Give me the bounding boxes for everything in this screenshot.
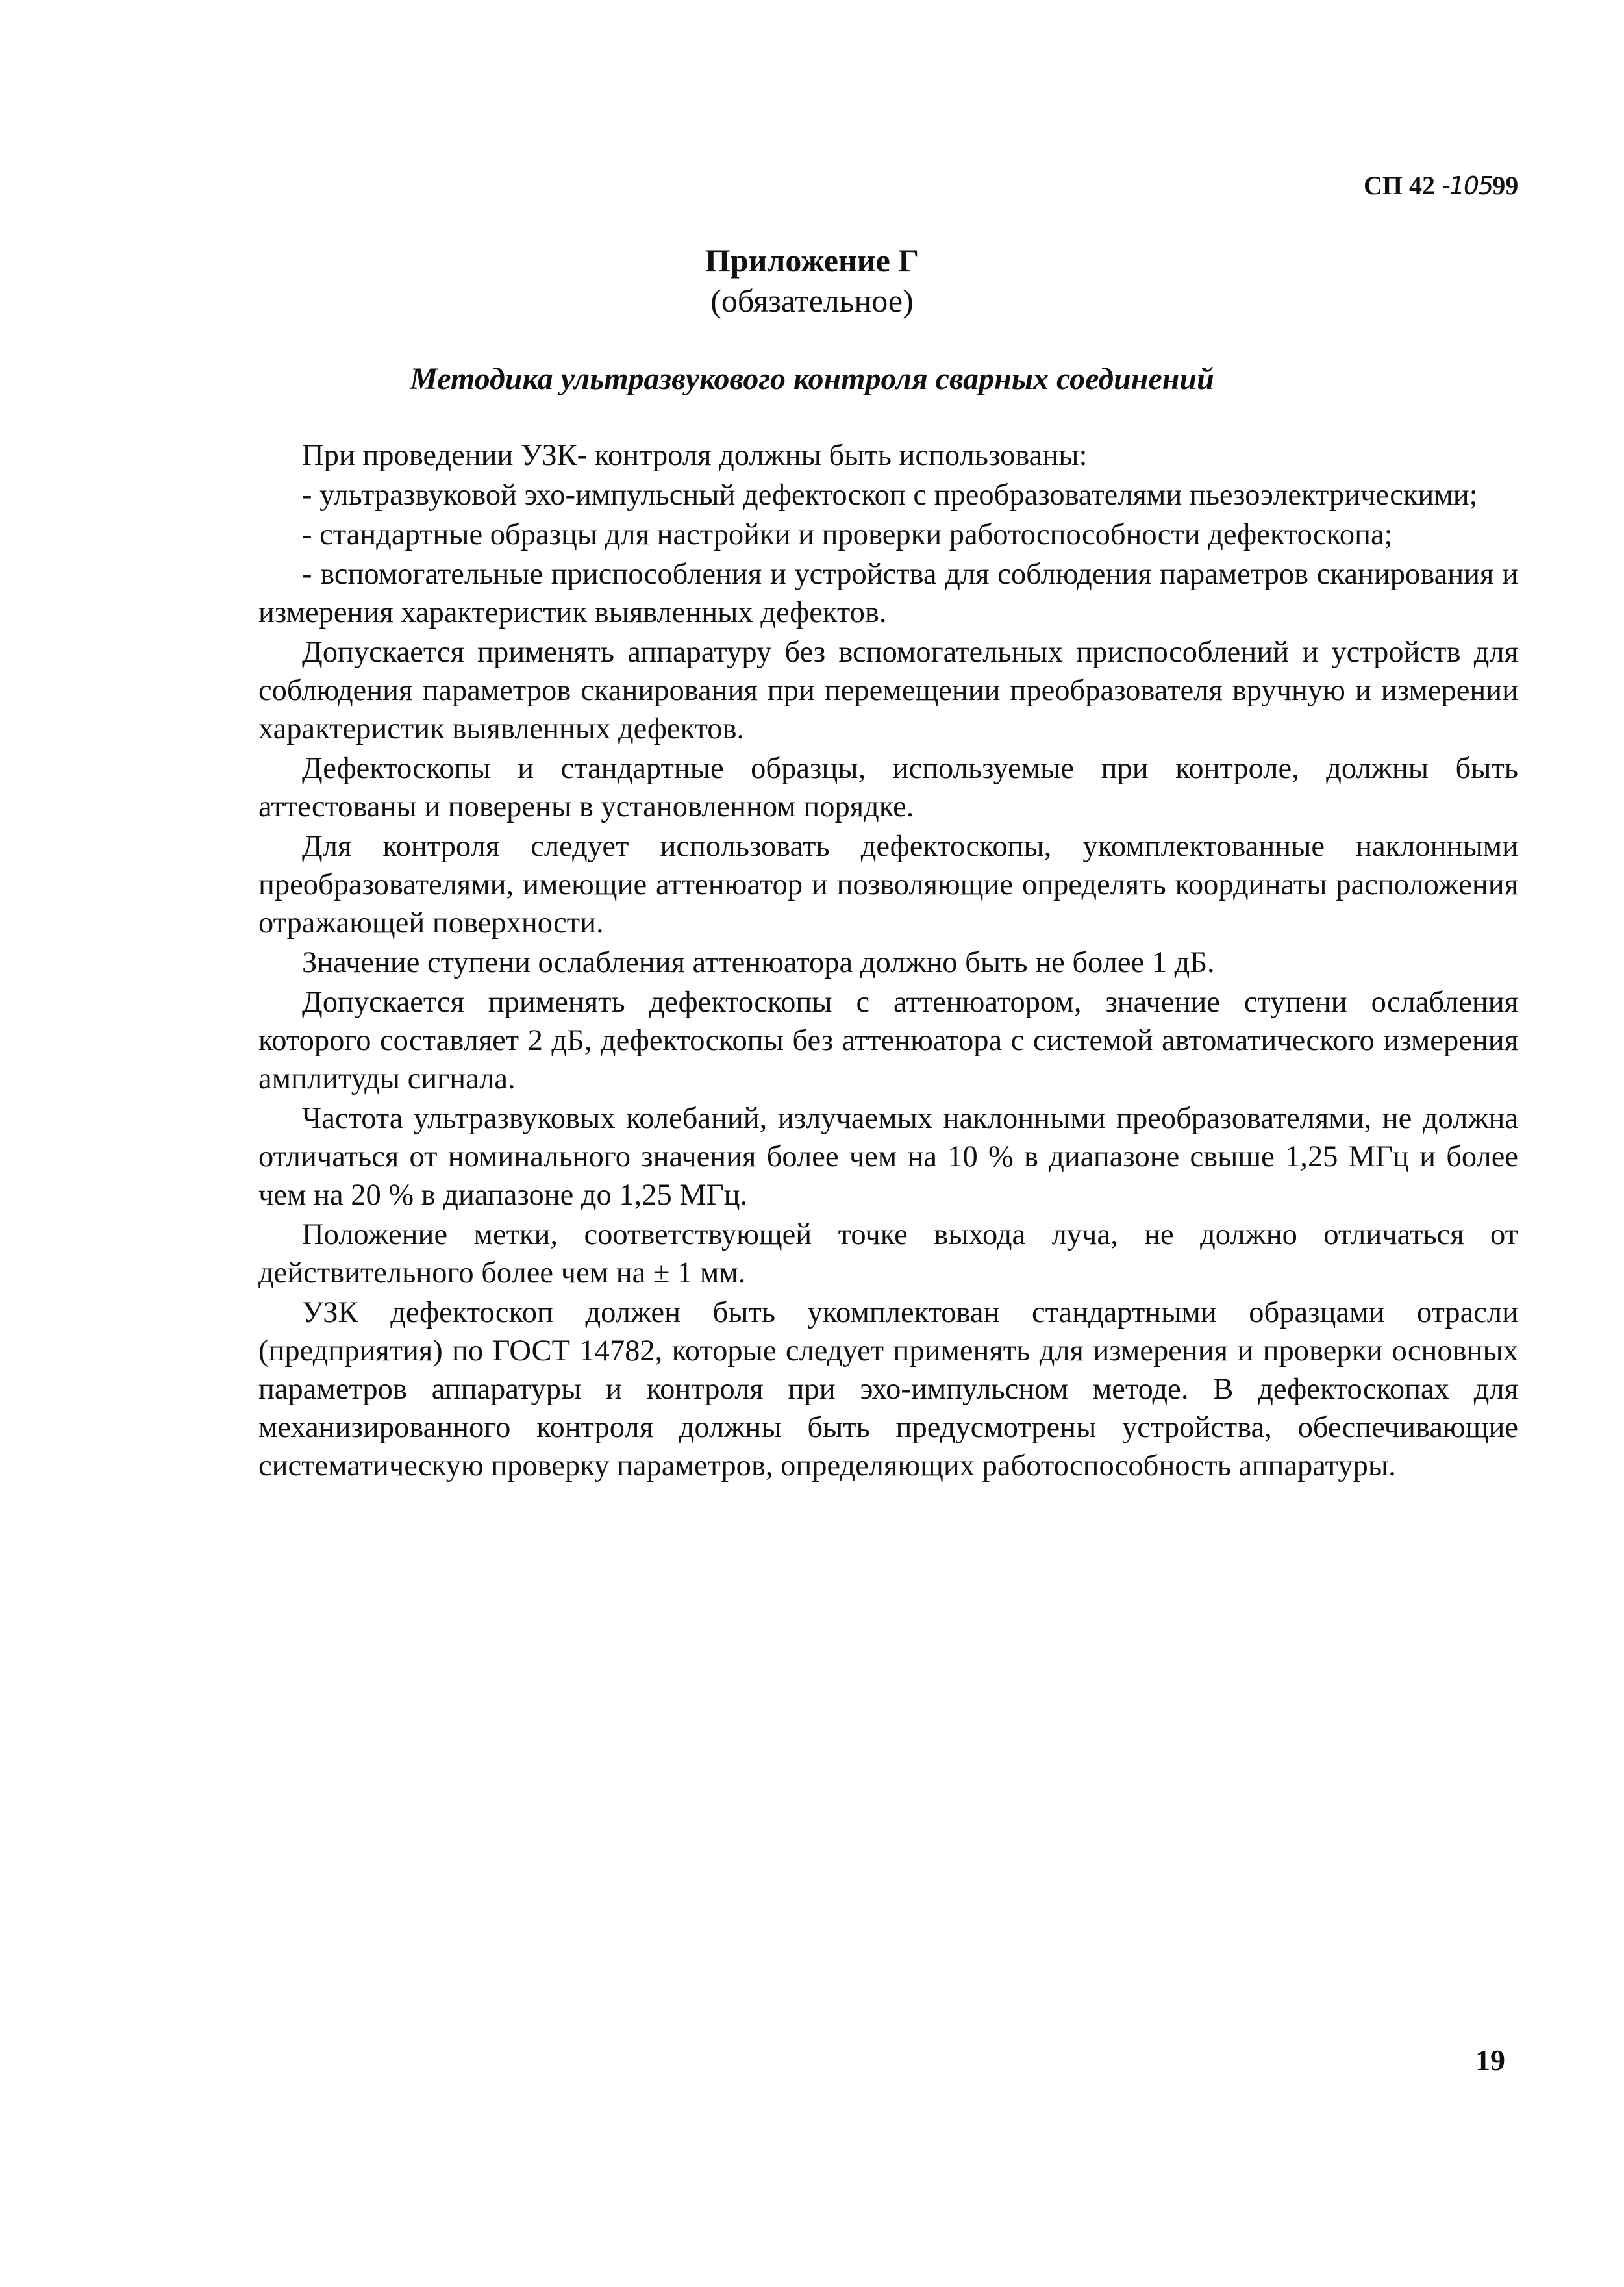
paragraph: Допускается применять аппаратуру без вспомогательных приспособлений и устройств для соблюдения параметров сканирования при перемещении преобразователя вручную и измерении характеристик выявленных дефектов. bbox=[258, 636, 1518, 745]
document-code-suffix: 99 bbox=[1492, 171, 1519, 200]
list-item: - стандартные образцы для настройки и проверки работоспособности дефектоскопа; bbox=[302, 518, 1393, 551]
page-number: 19 bbox=[1475, 2043, 1505, 2077]
document-code-prefix: СП 42 bbox=[1364, 171, 1435, 200]
section-title: Методика ультразвукового контроля сварных соединений bbox=[410, 362, 1214, 396]
paragraph: Допускается применять дефектоскопы с аттенюатором, значение ступени ослабления которого составляет 2 дБ, дефектоскопы без аттенюатора с системой автоматического измерения амплитуды сигнала. bbox=[258, 986, 1518, 1095]
paragraph: УЗК дефектоскоп должен быть укомплектован стандартными образцами отрасли (предприятия) по ГОСТ 14782, которые следует применять для измерения и проверки основных параметров аппаратуры и контроля при эхо-импульсном методе. В дефектоскопах для механизированного контроля должны быть предусмотрены устройства, обеспечивающие систематическую проверку параметров, определяющих работоспособность аппаратуры. bbox=[258, 1296, 1518, 1482]
annex-title: Приложение Г bbox=[705, 242, 919, 279]
body-text bbox=[258, 436, 1518, 1486]
paragraph: Для контроля следует использовать дефектоскопы, укомплектованные наклонными преобразователями, имеющие аттенюатор и позволяющие определять координаты расположения отражающей поверхности. bbox=[258, 830, 1518, 940]
paragraph: Частота ультразвуковых колебаний, излучаемых наклонными преобразователями, не должна отличаться от номинального значения более чем на 10 % в диапазоне свыше 1,25 МГц и более чем на 20 % в диапазоне до 1,25 МГц. bbox=[258, 1102, 1518, 1212]
paragraph: При проведении УЗК- контроля должны быть использованы: bbox=[302, 439, 1088, 472]
paragraph: Дефектоскопы и стандартные образцы, используемые при контроле, должны быть аттестованы и поверены в установленном порядке. bbox=[258, 752, 1518, 823]
handwritten-code-number: -105 bbox=[1442, 171, 1493, 200]
list-item: - вспомогательные приспособления и устройства для соблюдения параметров сканирования и измерения характеристик выявленных дефектов. bbox=[258, 558, 1518, 629]
paragraph: Положение метки, соответствующей точке выхода луча, не должно отличаться от действительного более чем на ± 1 мм. bbox=[258, 1218, 1518, 1290]
document-code bbox=[1364, 170, 1518, 201]
list-item: - ультразвуковой эхо-импульсный дефектоскоп с преобразователями пьезоэлектрическими; bbox=[302, 479, 1478, 512]
paragraph: Значение ступени ослабления аттенюатора должно быть не более 1 дБ. bbox=[302, 946, 1215, 979]
annex-status: (обязательное) bbox=[710, 282, 914, 319]
